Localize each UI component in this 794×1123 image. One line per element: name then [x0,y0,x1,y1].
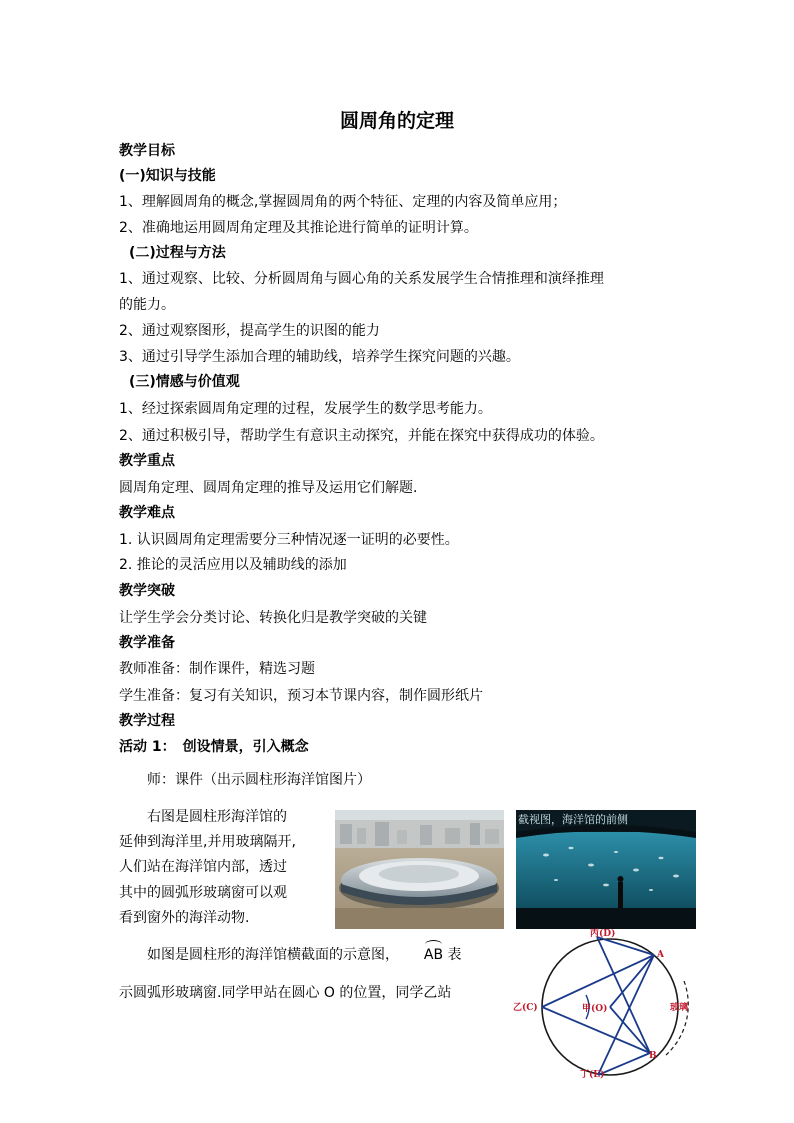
para2-line-1-text: 如图是圆柱形的海洋馆横截面的示意图， [147,947,399,963]
breakthrough-heading: 教学突破 [119,583,175,599]
goals-heading: 教学目标 [119,143,175,159]
para1-line-3: 人们站在海洋馆内部，透过 [119,859,287,875]
aquarium-interior-image [516,810,696,929]
para1-line-4: 其中的圆弧形玻璃窗可以观 [119,885,287,901]
aquarium-interior-photo [516,810,696,929]
emotion-item-2: 2、通过积极引导，帮助学生有意识主动探究，并能在探究中获得成功的体验。 [119,428,604,444]
photo-caption: 截视图，海洋馆的前侧 [518,813,628,826]
emotion-item-1: 1、经过探索圆周角定理的过程，发展学生的数学思考能力。 [119,401,492,417]
label-b: B [649,1051,657,1061]
prep-teacher: 教师准备：制作课件，精选习题 [119,661,315,677]
process-item-1a: 1、通过观察、比较、分析圆周角与圆心角的关系发展学生合情推理和演绎推理 [119,271,604,287]
label-d: 丙(D) [590,929,616,939]
line-o-b [610,1007,650,1053]
label-c: 乙(C) [513,1003,538,1013]
circle-angle-diagram [510,925,706,1083]
knowledge-heading: (一)知识与技能 [119,168,216,184]
para1-line-1: 右图是圆柱形海洋馆的 [147,809,287,825]
knowledge-item-2: 2、准确地运用圆周角定理及其推论进行简单的证明计算。 [119,220,478,236]
prep-heading: 教学准备 [119,635,175,651]
line-d-a [597,937,654,955]
label-a: A [657,950,664,960]
difficulty-heading: 教学难点 [119,505,175,521]
teacher-line: 师：课件（出示圆柱形海洋馆图片） [147,772,371,788]
activity-1-heading: 活动 1： 创设情景，引入概念 [119,739,309,755]
emotion-heading: (三)情感与价值观 [129,374,240,390]
para2-line-1 [147,945,462,965]
process-heading: (二)过程与方法 [129,245,226,261]
aquarium-exterior-photo [335,810,504,929]
prep-student: 学生准备：复习有关知识，预习本节课内容，制作圆形纸片 [119,688,483,704]
page-title: 圆周角的定理 [339,110,454,132]
knowledge-item-1: 1、理解圆周角的概念,掌握圆周角的两个特征、定理的内容及简单应用； [119,194,567,210]
key-heading: 教学重点 [119,453,175,469]
line-e-a [598,955,654,1075]
para1-line-5: 看到窗外的海洋动物. [119,910,250,926]
para1-line-2: 延伸到海洋里,并用玻璃隔开, [119,834,296,850]
breakthrough-text: 让学生学会分类讨论、转换化归是教学突破的关键 [119,610,427,626]
process-main-heading: 教学过程 [119,713,175,729]
difficulty-item-2: 2. 推论的灵活应用以及辅助线的添加 [119,557,347,573]
label-o: 甲(O) [582,1004,608,1014]
difficulty-item-1: 1. 认识圆周角定理需要分三种情况逐一证明的必要性。 [119,532,459,548]
line-d-b [597,937,650,1053]
key-text: 圆周角定理、圆周角定理的推导及运用它们解题. [119,480,418,496]
process-item-1b: 的能力。 [119,297,175,313]
aquarium-exterior-image [335,810,504,929]
label-e: 丁(E) [580,1070,605,1080]
label-glass: 玻璃 [670,1003,689,1013]
process-item-3: 3、通过引导学生添加合理的辅助线，培养学生探究问题的兴趣。 [119,349,520,365]
arc-ab-symbol: AB [423,947,444,963]
para2-line-2: 示圆弧形玻璃窗.同学甲站在圆心 O 的位置，同学乙站 [119,985,452,1001]
para2-line-1-end: 表 [447,947,462,963]
process-item-2: 2、通过观察图形，提高学生的识图的能力 [119,323,380,339]
